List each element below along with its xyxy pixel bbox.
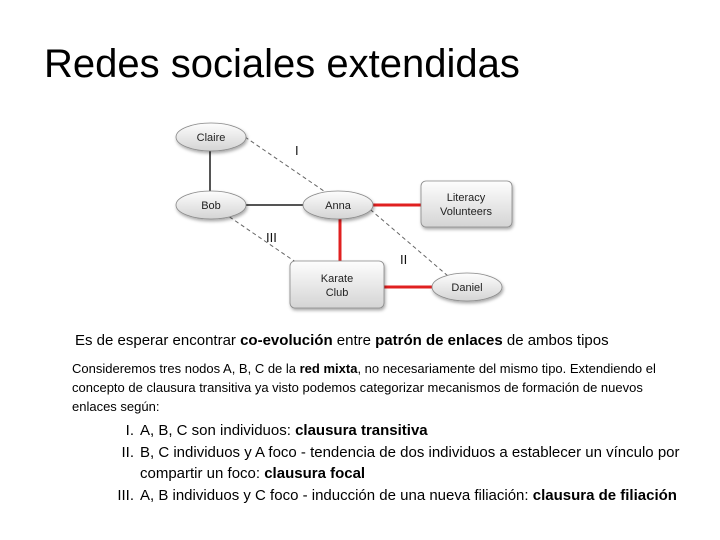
node-claire-label: Claire xyxy=(196,132,226,144)
node-literacy-volunteers xyxy=(421,181,512,227)
p1-bold-coevolution: co-evolución xyxy=(240,332,333,349)
node-literacy-label-2: Volunteers xyxy=(440,206,492,218)
p2-text-a: Consideremos tres nodos A, B, C de la xyxy=(72,361,300,376)
list-item xyxy=(72,442,682,485)
node-daniel xyxy=(432,273,502,301)
node-karate-label-2: Club xyxy=(325,287,349,299)
node-claire xyxy=(176,123,246,151)
paragraph-coevolution xyxy=(75,332,609,349)
label-I: I xyxy=(295,143,299,158)
list-item-term: clausura transitiva xyxy=(295,422,428,439)
p1-text-a: Es de esperar encontrar xyxy=(75,332,241,349)
node-daniel-label: Daniel xyxy=(451,282,483,294)
list-item-term: clausura de filiación xyxy=(532,486,677,504)
list-item-body: A, B individuos y C foco - inducción de una nueva filiación: xyxy=(140,486,533,504)
p1-bold-pattern: patrón de enlaces xyxy=(375,332,503,349)
closure-edge-claire-anna xyxy=(245,137,337,200)
node-karate-label-1: Karate xyxy=(320,273,354,285)
p2-text-c: , no necesariamente del mismo tipo. Extendiendo el concepto de clausura transitiva ya visto podemos categorizar mecanismos de formación de nuevos enlaces según: xyxy=(72,361,656,414)
label-III: III xyxy=(266,230,277,245)
node-karate-club xyxy=(290,261,384,308)
list-item-body: B, C individuos y A foco - tendencia de dos individuos a establecer un vínculo por compartir un foco: xyxy=(140,443,680,482)
list-item-text xyxy=(140,420,682,442)
node-literacy-label-1: Literacy xyxy=(446,192,486,204)
list-item-number: I. xyxy=(125,422,134,439)
p1-text-e: de ambos tipos xyxy=(502,332,609,349)
mechanism-list xyxy=(72,420,682,506)
list-item-number: III. xyxy=(117,486,134,504)
node-bob-label: Bob xyxy=(201,200,221,212)
node-bob xyxy=(176,191,246,219)
list-item-body: A, B, C son individuos: xyxy=(140,422,296,439)
list-item xyxy=(72,420,682,442)
list-item xyxy=(72,485,682,507)
list-item-text xyxy=(140,485,682,507)
label-II: II xyxy=(400,252,408,267)
list-item-term: clausura focal xyxy=(264,465,366,482)
node-anna-label: Anna xyxy=(325,200,351,212)
paragraph-consider xyxy=(72,359,687,416)
p1-text-c: entre xyxy=(332,332,376,349)
list-item-text xyxy=(140,442,682,485)
list-item-number: II. xyxy=(121,443,134,461)
node-anna xyxy=(303,191,373,219)
p2-bold-mixed-network: red mixta xyxy=(299,361,358,376)
slide-title: Redes sociales extendidas xyxy=(44,42,520,86)
